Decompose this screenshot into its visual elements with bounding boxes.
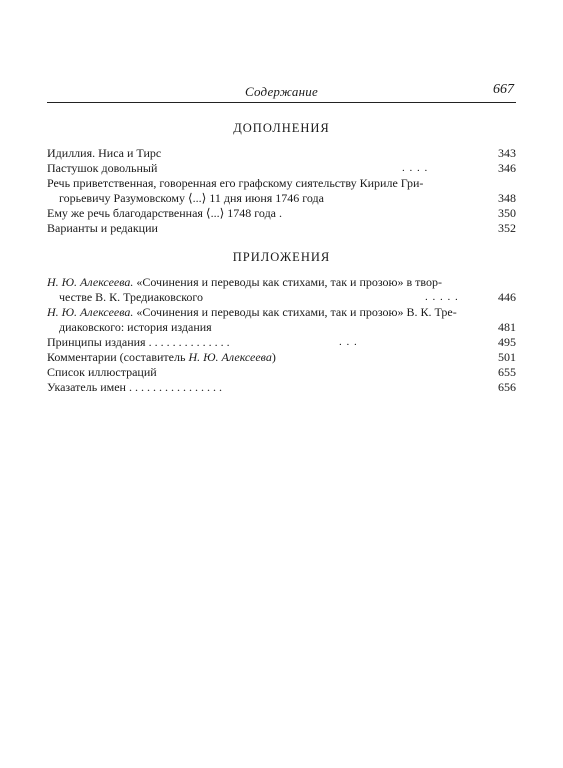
section-title: ДОПОЛНЕНИЯ <box>233 121 330 135</box>
entry-editor: Н. Ю. Алексеева <box>188 350 272 364</box>
entry-title-line1: «Сочинения и переводы как стихами, так и прозою» В. К. Тре- <box>133 305 457 319</box>
toc-entry[interactable] <box>47 146 516 161</box>
toc-entry[interactable] <box>47 161 516 176</box>
entry-title-line1: «Сочинения и переводы как стихами, так и прозою» в твор- <box>133 275 443 289</box>
entry-page: 501 <box>498 350 516 364</box>
entry-title: Принципы издания . . . . . . . . . . . . . . <box>47 335 230 349</box>
entry-page: 656 <box>498 380 516 394</box>
running-title: Содержание <box>245 84 318 99</box>
entry-title: Пастушок довольный <box>47 161 158 175</box>
entry-title: Ему же речь благодарственная ⟨...⟩ 1748 года . <box>47 206 283 220</box>
entry-title-line2: честве В. К. Тредиаковского <box>59 290 204 304</box>
entry-title-prefix: Комментарии (составитель <box>47 350 189 364</box>
entry-page: 348 <box>498 191 516 205</box>
entry-title: Идиллия. Ниса и Тирс <box>47 146 162 160</box>
entry-title: Список иллюстраций <box>47 365 157 379</box>
entry-page: 350 <box>498 206 516 220</box>
section-supplements <box>47 121 516 236</box>
entry-title-line2: горьевичу Разумовскому ⟨...⟩ 11 дня июня 1746 года <box>59 191 324 205</box>
entry-page: 343 <box>498 146 516 160</box>
entry-page: 481 <box>498 320 516 334</box>
entry-page: 495 <box>498 335 516 349</box>
toc-entry[interactable] <box>47 305 516 335</box>
toc-entry[interactable] <box>47 365 516 380</box>
toc-entry[interactable] <box>47 176 516 206</box>
toc-entry[interactable] <box>47 206 516 221</box>
toc-entry[interactable] <box>47 335 516 350</box>
toc-entry[interactable] <box>47 350 516 365</box>
toc-entry[interactable] <box>47 275 516 305</box>
section-title: ПРИЛОЖЕНИЯ <box>232 250 331 264</box>
entry-title: Указатель имен . . . . . . . . . . . . . . . . <box>47 380 222 394</box>
toc-entry[interactable] <box>47 380 516 395</box>
leader-dots: . . . . <box>402 162 429 174</box>
page-number: 667 <box>493 82 514 97</box>
entry-page: 655 <box>498 365 516 379</box>
entry-page: 346 <box>498 161 516 175</box>
entry-page: 446 <box>498 290 516 304</box>
toc-entry[interactable] <box>47 221 516 236</box>
entry-title-line1: Речь приветственная, говоренная его графскому сиятельству Кириле Гри- <box>47 176 424 190</box>
entry-author: Н. Ю. Алексеева. <box>47 305 134 319</box>
entry-title: Варианты и редакции <box>47 221 158 235</box>
entry-title-line2: диаковского: история издания <box>59 320 212 334</box>
entry-author: Н. Ю. Алексеева. <box>47 275 134 289</box>
leader-dots: . . . . . <box>425 291 459 303</box>
section-appendices <box>47 250 516 395</box>
entry-title-suffix: ) <box>271 350 276 364</box>
leader-dots: . . . <box>339 336 358 348</box>
running-header <box>47 82 516 103</box>
entry-page: 352 <box>498 221 516 235</box>
